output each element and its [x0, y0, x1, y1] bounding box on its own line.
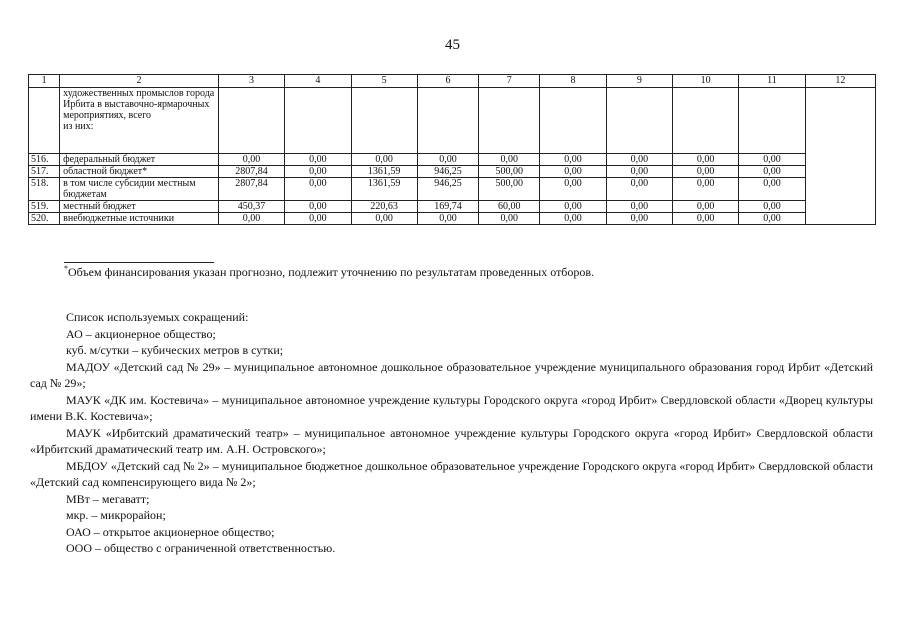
value-cell: 2807,84: [218, 178, 284, 201]
abbreviation-item: МАДОУ «Детский сад № 29» – муниципальное автономное дошкольное образовательное учреждение муниципального образования город Ирбит «Детский сад № 29»;: [30, 359, 873, 390]
value-cell: 0,00: [739, 201, 805, 213]
value-cell: 0,00: [285, 201, 351, 213]
value-cell: 0,00: [606, 166, 672, 178]
value-cell: 946,25: [417, 166, 478, 178]
abbreviations-title: Список используемых сокращений:: [66, 310, 249, 324]
row-number-cell: 520.: [29, 213, 60, 225]
value-cell: 0,00: [739, 213, 805, 225]
value-cell: 0,00: [540, 178, 606, 201]
value-cell: 500,00: [479, 166, 540, 178]
table-row: [29, 154, 876, 166]
row-name-cell: художественных промыслов города Ирбита в выставочно-ярмарочных мероприятиях, всего из них:: [60, 88, 219, 154]
value-cell: 0,00: [351, 213, 417, 225]
value-cell: 0,00: [540, 154, 606, 166]
header-cell: 3: [218, 75, 284, 88]
row-name-cell: областной бюджет*: [60, 166, 219, 178]
row-number-cell: [29, 88, 60, 154]
value-cell: 0,00: [479, 154, 540, 166]
row-name-cell: федеральный бюджет: [60, 154, 219, 166]
value-cell: 0,00: [606, 178, 672, 201]
footnote-rule: [64, 262, 214, 263]
abbreviation-item: АО – акционерное общество;: [66, 326, 216, 341]
value-cell: 0,00: [218, 154, 284, 166]
value-cell: 0,00: [739, 154, 805, 166]
column-12-cell: [805, 88, 875, 225]
table-row: [29, 88, 876, 154]
footnote: [64, 264, 594, 280]
row-name-cell: местный бюджет: [60, 201, 219, 213]
header-cell: 1: [29, 75, 60, 88]
table-header-row: [29, 75, 876, 88]
footnote-mark: *: [64, 264, 68, 273]
abbreviations-items: [30, 326, 873, 557]
value-cell: 0,00: [540, 201, 606, 213]
value-cell: 0,00: [673, 178, 739, 201]
value-cell: 1361,59: [351, 166, 417, 178]
table-row: [29, 166, 876, 178]
value-cell: 0,00: [606, 154, 672, 166]
table-row: [29, 213, 876, 225]
value-cell: 1361,59: [351, 178, 417, 201]
value-cell: 60,00: [479, 201, 540, 213]
value-cell: 169,74: [417, 201, 478, 213]
value-cell: 0,00: [285, 154, 351, 166]
value-cell: 0,00: [540, 213, 606, 225]
footnote-text: Объем финансирования указан прогнозно, подлежит уточнению по результатам проведенных отборов.: [68, 265, 595, 279]
header-cell: 7: [479, 75, 540, 88]
header-cell: 2: [60, 75, 219, 88]
value-cell: 0,00: [673, 213, 739, 225]
page-number: 45: [445, 37, 460, 53]
row-name-cell: внебюджетные источники: [60, 213, 219, 225]
abbreviation-item: МВт – мегаватт;: [66, 491, 150, 506]
value-cell: 0,00: [673, 154, 739, 166]
value-cell: 0,00: [606, 213, 672, 225]
row-name-cell: в том числе субсидии местным бюджетам: [60, 178, 219, 201]
value-cell: 0,00: [673, 166, 739, 178]
header-cell: 8: [540, 75, 606, 88]
header-cell: 10: [673, 75, 739, 88]
value-cell: 0,00: [285, 178, 351, 201]
abbreviations-list: [30, 309, 873, 557]
value-cell: 0,00: [540, 166, 606, 178]
row-number-cell: 517.: [29, 166, 60, 178]
header-cell: 6: [417, 75, 478, 88]
abbreviation-item: МБДОУ «Детский сад № 2» – муниципальное бюджетное дошкольное образовательное учреждение Городского округа «город Ирбит» Свердловской области «Детский сад компенсирующего вида № 2»;: [30, 458, 873, 489]
value-cell: 500,00: [479, 178, 540, 201]
value-cell: 2807,84: [218, 166, 284, 178]
value-cell: 450,37: [218, 201, 284, 213]
abbreviation-item: мкр. – микрорайон;: [66, 508, 166, 522]
header-cell: 4: [285, 75, 351, 88]
value-cell: 0,00: [673, 201, 739, 213]
value-cell: 0,00: [606, 201, 672, 213]
value-cell: 0,00: [739, 178, 805, 201]
abbreviation-item: ОАО – открытое акционерное общество;: [66, 524, 275, 539]
value-cell: 0,00: [479, 213, 540, 225]
abbreviation-item: куб. м/сутки – кубических метров в сутки;: [66, 343, 284, 357]
value-cell: 946,25: [417, 178, 478, 201]
value-cell: 0,00: [218, 213, 284, 225]
value-cell: 0,00: [285, 213, 351, 225]
header-cell: 5: [351, 75, 417, 88]
header-cell: 11: [739, 75, 805, 88]
abbreviation-item: ООО – общество с ограниченной ответственностью.: [66, 541, 336, 555]
value-cell: 0,00: [351, 154, 417, 166]
value-cell: 220,63: [351, 201, 417, 213]
abbreviation-item: МАУК «Ирбитский драматический театр» – муниципальное автономное учреждение культуры Городского округа «город Ирбит» Свердловской области «Ирбитский драматический театр им. А.Н. Островского»;: [30, 425, 873, 456]
row-number-cell: 519.: [29, 201, 60, 213]
value-cell: 0,00: [285, 166, 351, 178]
value-cell: 0,00: [417, 213, 478, 225]
table-row: [29, 178, 876, 201]
financing-table: [28, 74, 876, 225]
value-cell: 0,00: [417, 154, 478, 166]
row-number-cell: 516.: [29, 154, 60, 166]
header-cell: 12: [805, 75, 875, 88]
value-cell: 0,00: [739, 166, 805, 178]
abbreviation-item: МАУК «ДК им. Костевича» – муниципальное автономное учреждение культуры Городского округа «город Ирбит» Свердловской области «Дворец культуры имени В.К. Костевича»;: [30, 392, 873, 423]
row-number-cell: 518.: [29, 178, 60, 201]
header-cell: 9: [606, 75, 672, 88]
table-row: [29, 201, 876, 213]
